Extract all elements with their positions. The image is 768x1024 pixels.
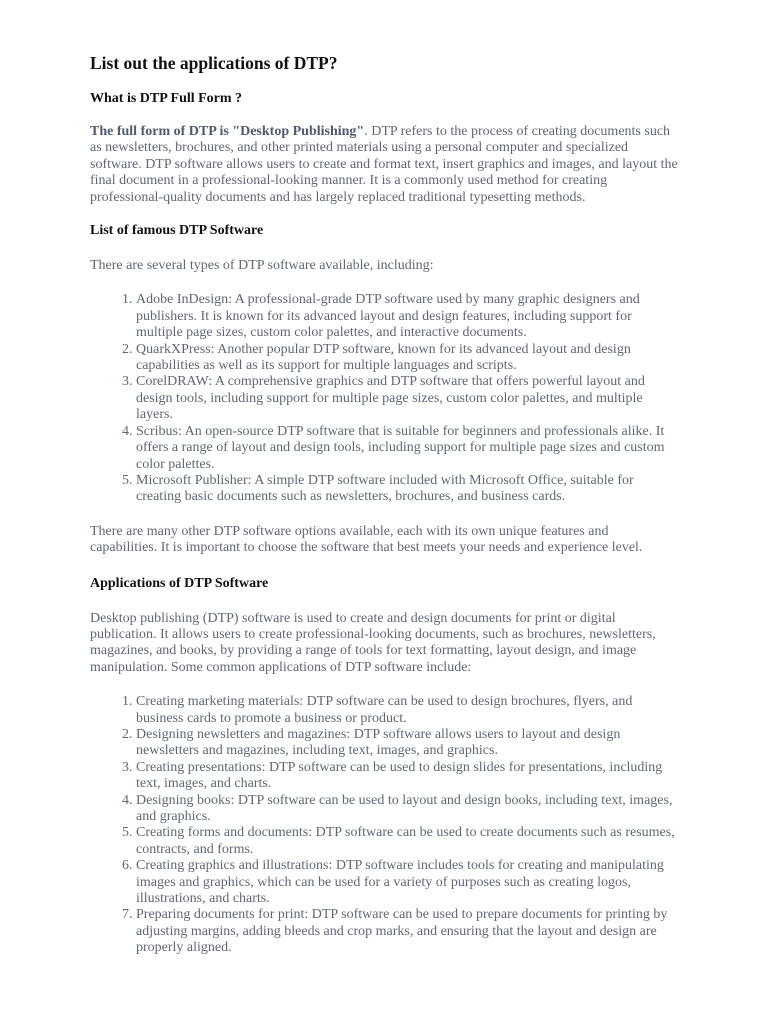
list-item: 1. Creating marketing materials: DTP software can be used to design brochures, flyers, and business cards to promote a business or product.: [136, 694, 678, 727]
full-form-text: . DTP refers to the process of creating documents such as newsletters, brochures, and other printed materials using a personal computer and specialized software. DTP software allows users to create and format text, insert graphics and images, and layout the final document in a professional-looking manner. It is a commonly used method for creating professional-quality documents and has largely replaced traditional typesetting methods.: [90, 124, 678, 205]
list-item: 1. Adobe InDesign: A professional-grade DTP software used by many graphic designers and publishers. It is known for its advanced layout and design features, including support for multiple page sizes, custom color palettes, and interactive documents.: [136, 292, 678, 341]
list-item: 3. Creating presentations: DTP software can be used to design slides for presentations, including text, images, and charts.: [136, 760, 678, 793]
list-item: 5. Creating forms and documents: DTP software can be used to create documents such as resumes, contracts, and forms.: [136, 825, 678, 858]
list-item: 5. Microsoft Publisher: A simple DTP software included with Microsoft Office, suitable for creating basic documents such as newsletters, brochures, and business cards.: [136, 473, 678, 506]
list-item: 6. Creating graphics and illustrations: DTP software includes tools for creating and manipulating images and graphics, which can be used for a variety of purposes such as creating logos, illustrations, and charts.: [136, 858, 678, 907]
software-intro: There are several types of DTP software available, including:: [90, 258, 434, 274]
full-form-lead: The full form of DTP is "Desktop Publishing": [90, 124, 365, 139]
document-title: List out the applications of DTP?: [90, 53, 338, 73]
list-item: 4. Designing books: DTP software can be used to layout and design books, including text, images, and graphics.: [136, 793, 678, 826]
software-list: [90, 292, 678, 505]
list-item: 4. Scribus: An open-source DTP software that is suitable for beginners and professionals alike. It offers a range of layout and design tools, including support for multiple page sizes and custom color palettes.: [136, 424, 678, 473]
list-item: 7. Preparing documents for print: DTP software can be used to prepare documents for printing by adjusting margins, adding bleeds and crop marks, and ensuring that the layout and design are properly aligned.: [136, 907, 678, 956]
full-form-paragraph: [90, 124, 678, 206]
applications-list: [90, 694, 678, 957]
heading-applications: Applications of DTP Software: [90, 575, 269, 591]
heading-full-form: What is DTP Full Form ?: [90, 91, 243, 106]
list-item: 2. Designing newsletters and magazines: DTP software allows users to layout and design newsletters and magazines, including text, images, and graphics.: [136, 727, 678, 760]
list-item: 2. QuarkXPress: Another popular DTP software, known for its advanced layout and design capabilities as well as its support for multiple languages and scripts.: [136, 342, 678, 375]
applications-intro: Desktop publishing (DTP) software is used to create and design documents for print or digital publication. It allows users to create professional-looking documents, such as brochures, newsletters, magazines, and books, by providing a range of tools for text formatting, layout design, and image manipulation. Some common applications of DTP software include:: [90, 610, 656, 675]
software-outro: There are many other DTP software options available, each with its own unique features and capabilities. It is important to choose the software that best meets your needs and experience level.: [90, 523, 643, 556]
list-item: 3. CorelDRAW: A comprehensive graphics and DTP software that offers powerful layout and design tools, including support for multiple page sizes, custom color palettes, and multiple layers.: [136, 374, 678, 423]
heading-software: List of famous DTP Software: [90, 223, 264, 239]
